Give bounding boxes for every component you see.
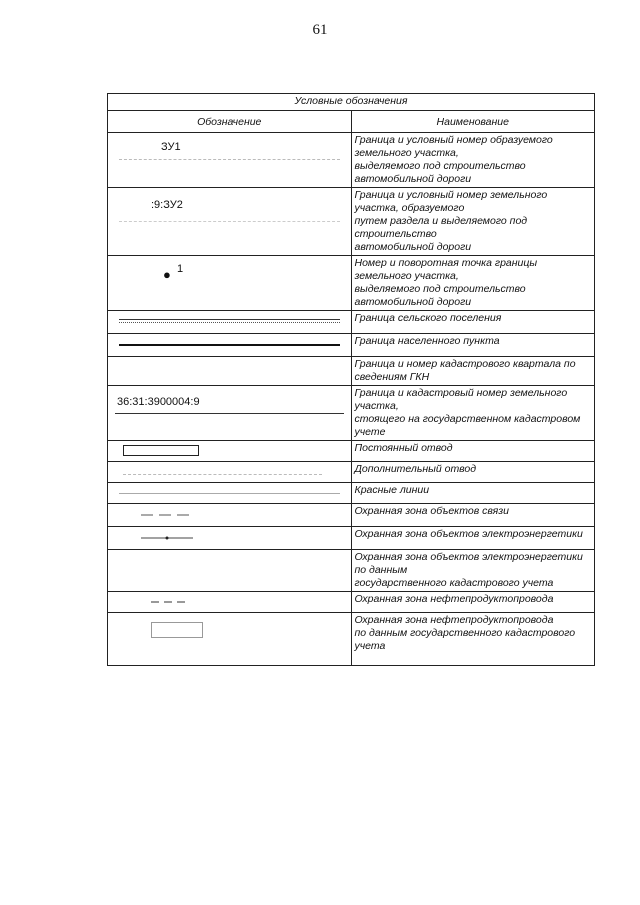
symbol-cell bbox=[108, 550, 352, 592]
symbol-cell bbox=[108, 527, 352, 550]
pipeline-cadastral-zone-symbol bbox=[151, 622, 203, 638]
legend-name bbox=[351, 504, 595, 527]
communication-zone-symbol bbox=[111, 505, 223, 525]
symbol-cell bbox=[108, 386, 352, 441]
symbol-cell bbox=[108, 441, 352, 462]
legend-name bbox=[351, 550, 595, 592]
symbol-label: :9:ЗУ2 bbox=[151, 199, 183, 211]
name-line: Красные линии bbox=[354, 484, 430, 496]
name-line: путем раздела и выделяемого под строительство bbox=[354, 215, 528, 240]
symbol-cell bbox=[108, 334, 352, 357]
symbol-label: 1 bbox=[177, 263, 184, 275]
symbol-cell bbox=[108, 592, 352, 613]
name-line: Охранная зона нефтепродуктопровода bbox=[354, 593, 554, 605]
power-zone-symbol bbox=[111, 528, 223, 548]
symbol-cell bbox=[108, 188, 352, 256]
boundary-line-symbol bbox=[119, 159, 340, 160]
turn-point-dot-icon: ● bbox=[163, 267, 171, 282]
legend-name bbox=[351, 527, 595, 550]
legend-name bbox=[351, 386, 595, 441]
symbol-cell bbox=[108, 613, 352, 666]
name-line: Дополнительный отвод bbox=[354, 463, 477, 475]
name-line: Охранная зона объектов электроэнергетики по данным bbox=[354, 551, 583, 576]
name-line: Охранная зона объектов электроэнергетики bbox=[354, 528, 583, 540]
red-lines-symbol bbox=[119, 493, 340, 494]
name-line: выделяемого под строительство автомобильной дороги bbox=[354, 160, 526, 185]
name-line: Граница населенного пункта bbox=[354, 335, 500, 347]
symbol-cell bbox=[108, 483, 352, 504]
name-line: Граница и условный номер образуемого земельного участка, bbox=[354, 134, 553, 159]
legend-name bbox=[351, 188, 595, 256]
pipeline-zone-symbol bbox=[111, 593, 223, 611]
symbol-cell bbox=[108, 462, 352, 483]
symbol-cell bbox=[108, 256, 352, 311]
name-line: Номер и поворотная точка границы земельного участка, bbox=[354, 257, 538, 282]
name-line: Охранная зона объектов связи bbox=[354, 505, 509, 517]
page-number: 61 bbox=[312, 22, 328, 38]
legend-name bbox=[351, 613, 595, 666]
name-line: по данным государственного кадастрового учета bbox=[354, 627, 576, 652]
legend-name bbox=[351, 334, 595, 357]
legend-title: Условные обозначения bbox=[108, 94, 595, 111]
name-line: стоящего на государственном кадастровом учете bbox=[354, 413, 581, 438]
symbol-cell bbox=[108, 504, 352, 527]
symbol-cell bbox=[108, 311, 352, 334]
symbol-label: 36:31:3900004:9 bbox=[117, 396, 200, 408]
name-line: Охранная зона нефтепродуктопровода bbox=[354, 614, 554, 626]
name-line: Граница и условный номер земельного участка, образуемого bbox=[354, 189, 548, 214]
legend-name bbox=[351, 462, 595, 483]
settlement-boundary-symbol-dots bbox=[119, 322, 340, 323]
header-symbol: Обозначение bbox=[108, 111, 352, 133]
settlement-boundary-symbol bbox=[119, 319, 340, 320]
legend-name bbox=[351, 311, 595, 334]
permanent-allotment-symbol bbox=[123, 445, 199, 456]
cadastral-parcel-line-symbol bbox=[115, 413, 344, 414]
name-line: Граница и кадастровый номер земельного участка, bbox=[354, 387, 568, 412]
legend-name bbox=[351, 133, 595, 188]
header-name: Наименование bbox=[351, 111, 595, 133]
legend-name bbox=[351, 483, 595, 504]
legend-name bbox=[351, 592, 595, 613]
name-line: Постоянный отвод bbox=[354, 442, 453, 454]
symbol-cell bbox=[108, 133, 352, 188]
name-line: автомобильной дороги bbox=[354, 241, 472, 253]
symbol-cell bbox=[108, 357, 352, 386]
additional-allotment-symbol bbox=[123, 474, 322, 475]
legend-name bbox=[351, 441, 595, 462]
legend-name bbox=[351, 357, 595, 386]
locality-boundary-symbol bbox=[119, 344, 340, 346]
symbol-label: ЗУ1 bbox=[161, 141, 181, 153]
legend-table bbox=[107, 93, 595, 666]
name-line: выделяемого под строительство автомобильной дороги bbox=[354, 283, 526, 308]
name-line: государственного кадастрового учета bbox=[354, 577, 554, 589]
name-line: Граница сельского поселения bbox=[354, 312, 502, 324]
legend-name bbox=[351, 256, 595, 311]
boundary-line-symbol bbox=[119, 221, 340, 222]
name-line: Граница и номер кадастрового квартала по сведениям ГКН bbox=[354, 358, 576, 383]
